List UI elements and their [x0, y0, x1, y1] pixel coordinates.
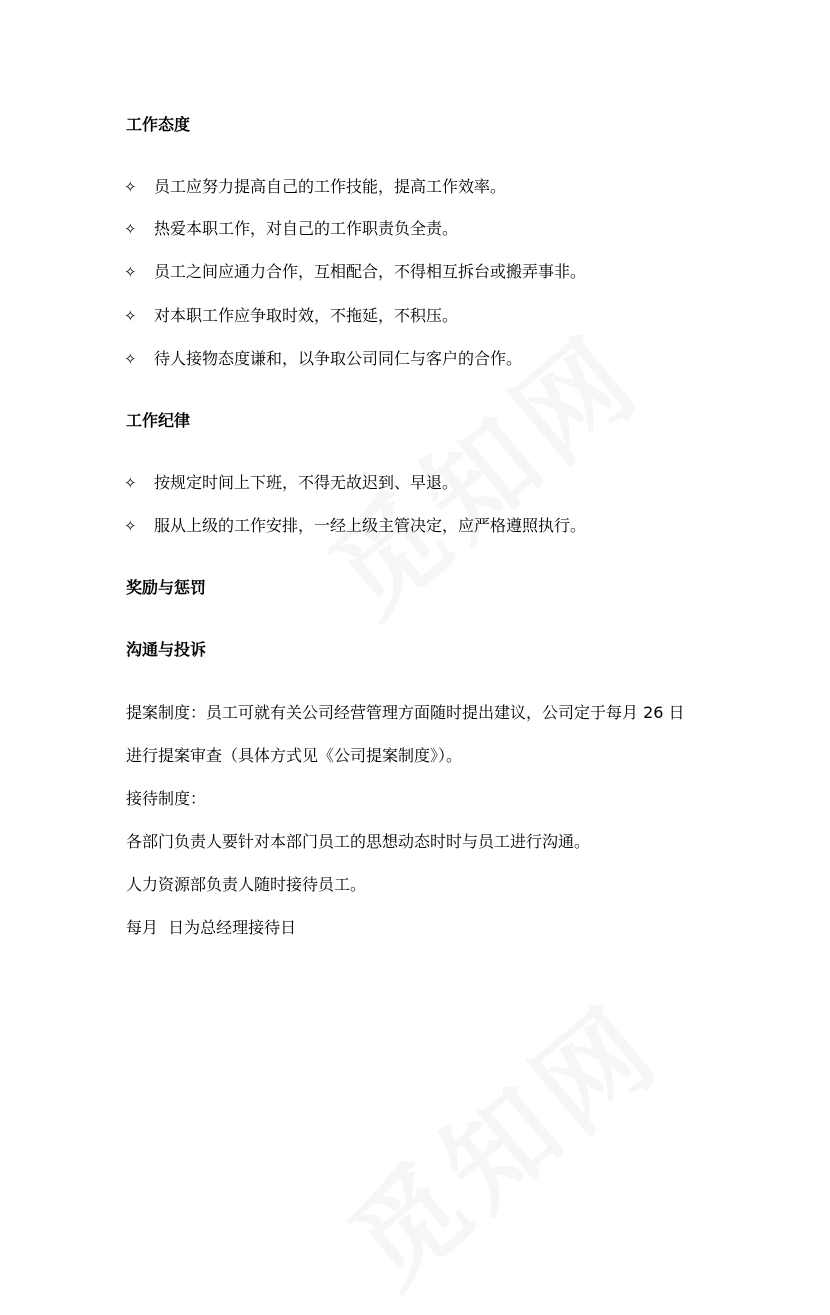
- bullet-icon: ✧: [124, 350, 137, 368]
- section-title-communication: 沟通与投诉: [126, 640, 207, 659]
- list-item: [124, 219, 458, 239]
- paragraph: 提案制度：员工可就有关公司经营管理方面随时提出建议，公司定于每月 26 日: [126, 703, 685, 722]
- list-item-text: 按规定时间上下班，不得无故迟到、早退。: [154, 473, 459, 492]
- bullet-icon: ✧: [124, 517, 137, 535]
- list-item-text: 员工之间应通力合作，互相配合，不得相互拆台或搬弄事非。: [154, 262, 587, 281]
- section-title-rewards: 奖励与惩罚: [126, 578, 207, 597]
- paragraph: 进行提案审查（具体方式见《公司提案制度》）。: [126, 746, 463, 765]
- bullet-icon: ✧: [124, 220, 137, 238]
- bullet-icon: ✧: [124, 474, 137, 492]
- list-item-text: 员工应努力提高自己的工作技能，提高工作效率。: [154, 177, 507, 196]
- paragraph: 每月 日为总经理接待日: [126, 918, 297, 937]
- paragraph: 接待制度：: [126, 789, 207, 808]
- list-item: [124, 177, 506, 197]
- section-title-attitude: 工作态度: [126, 115, 191, 134]
- list-item-text: 服从上级的工作安排，一经上级主管决定，应严格遵照执行。: [154, 516, 587, 535]
- list-item: [124, 262, 586, 282]
- list-item-text: 待人接物态度谦和，以争取公司同仁与客户的合作。: [154, 349, 523, 368]
- bullet-icon: ✧: [124, 307, 137, 325]
- list-item: [124, 516, 586, 536]
- bullet-icon: ✧: [124, 263, 137, 281]
- paragraph: 人力资源部负责人随时接待员工。: [126, 875, 367, 894]
- list-item: [124, 473, 458, 493]
- list-item: [124, 306, 458, 326]
- list-item-text: 对本职工作应争取时效，不拖延，不积压。: [154, 306, 459, 325]
- list-item-text: 热爱本职工作，对自己的工作职责负全责。: [154, 219, 459, 238]
- paragraph: 各部门负责人要针对本部门员工的思想动态时时与员工进行沟通。: [126, 832, 591, 851]
- list-item: [124, 349, 522, 369]
- watermark: [311, 963, 688, 1315]
- watermark: [291, 293, 668, 645]
- bullet-icon: ✧: [124, 178, 137, 196]
- section-title-discipline: 工作纪律: [126, 411, 191, 430]
